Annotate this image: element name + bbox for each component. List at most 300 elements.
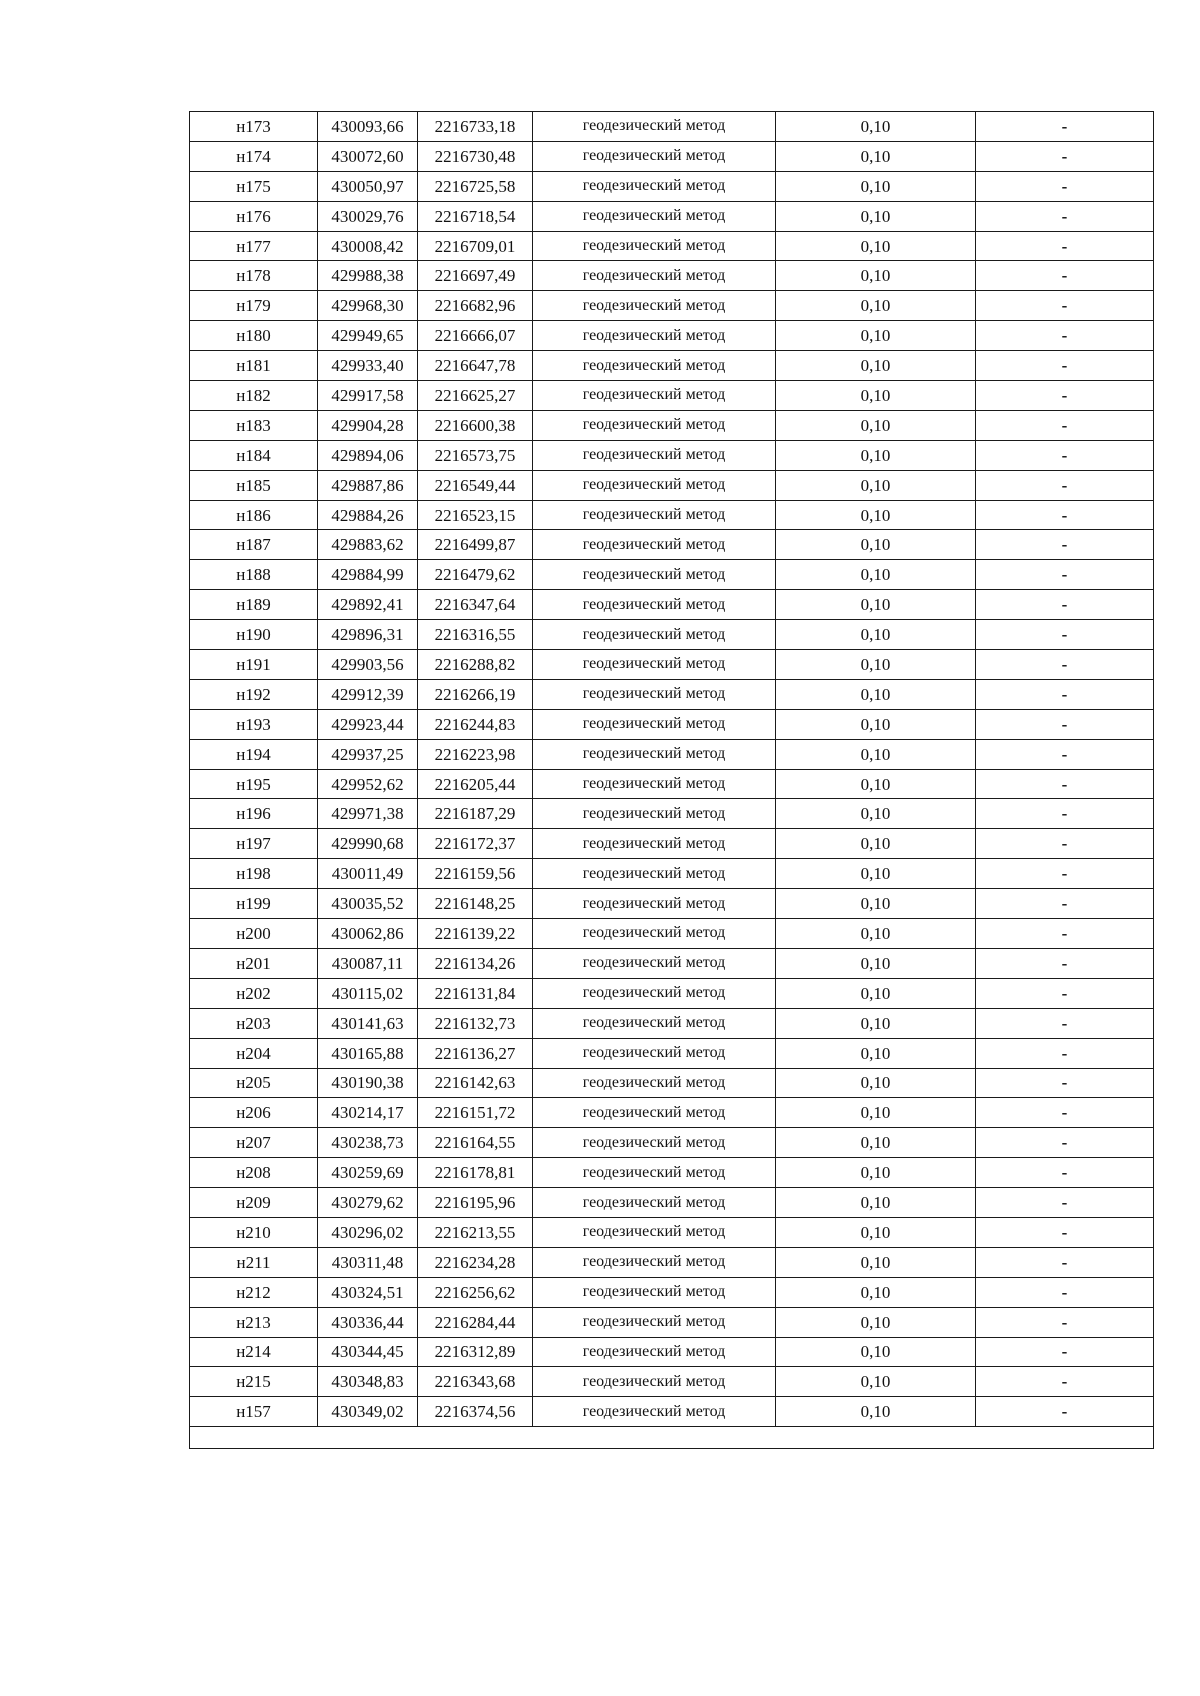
y-coordinate-cell: 2216178,81 [418,1158,533,1188]
table-row [190,919,1154,949]
empty-cell [190,1427,1154,1449]
x-coordinate-cell: 429971,38 [318,799,418,829]
note-cell: - [976,799,1154,829]
accuracy-cell: 0,10 [776,560,976,590]
method-cell: геодезический метод [533,261,776,291]
accuracy-cell: 0,10 [776,1068,976,1098]
y-coordinate-cell: 2216284,44 [418,1307,533,1337]
accuracy-cell: 0,10 [776,410,976,440]
x-coordinate-cell: 430115,02 [318,978,418,1008]
table-row [190,231,1154,261]
y-coordinate-cell: 2216134,26 [418,948,533,978]
point-number-cell: н214 [190,1337,318,1367]
table-row [190,709,1154,739]
y-coordinate-cell: 2216647,78 [418,351,533,381]
y-coordinate-cell: 2216718,54 [418,201,533,231]
y-coordinate-cell: 2216256,62 [418,1277,533,1307]
note-cell: - [976,351,1154,381]
point-number-cell: н178 [190,261,318,291]
table-row [190,560,1154,590]
table-row [190,1098,1154,1128]
method-cell: геодезический метод [533,410,776,440]
accuracy-cell: 0,10 [776,470,976,500]
note-cell: - [976,978,1154,1008]
table-row [190,440,1154,470]
y-coordinate-cell: 2216479,62 [418,560,533,590]
point-number-cell: н184 [190,440,318,470]
x-coordinate-cell: 429912,39 [318,679,418,709]
accuracy-cell: 0,10 [776,679,976,709]
point-number-cell: н210 [190,1217,318,1247]
table-row [190,321,1154,351]
method-cell: геодезический метод [533,291,776,321]
y-coordinate-cell: 2216374,56 [418,1397,533,1427]
method-cell: геодезический метод [533,231,776,261]
point-number-cell: н186 [190,500,318,530]
method-cell: геодезический метод [533,1008,776,1038]
point-number-cell: н206 [190,1098,318,1128]
x-coordinate-cell: 430238,73 [318,1128,418,1158]
note-cell: - [976,440,1154,470]
table-row [190,410,1154,440]
point-number-cell: н180 [190,321,318,351]
table-row [190,1337,1154,1367]
table-row [190,530,1154,560]
y-coordinate-cell: 2216234,28 [418,1247,533,1277]
accuracy-cell: 0,10 [776,500,976,530]
y-coordinate-cell: 2216213,55 [418,1217,533,1247]
point-number-cell: н212 [190,1277,318,1307]
note-cell: - [976,141,1154,171]
method-cell: геодезический метод [533,948,776,978]
point-number-cell: н199 [190,889,318,919]
method-cell: геодезический метод [533,1128,776,1158]
accuracy-cell: 0,10 [776,1397,976,1427]
point-number-cell: н208 [190,1158,318,1188]
accuracy-cell: 0,10 [776,1247,976,1277]
method-cell: геодезический метод [533,650,776,680]
y-coordinate-cell: 2216682,96 [418,291,533,321]
y-coordinate-cell: 2216549,44 [418,470,533,500]
point-number-cell: н203 [190,1008,318,1038]
accuracy-cell: 0,10 [776,948,976,978]
y-coordinate-cell: 2216139,22 [418,919,533,949]
note-cell: - [976,1188,1154,1218]
y-coordinate-cell: 2216266,19 [418,679,533,709]
y-coordinate-cell: 2216343,68 [418,1367,533,1397]
y-coordinate-cell: 2216347,64 [418,590,533,620]
accuracy-cell: 0,10 [776,799,976,829]
method-cell: геодезический метод [533,1098,776,1128]
note-cell: - [976,709,1154,739]
x-coordinate-cell: 429904,28 [318,410,418,440]
note-cell: - [976,679,1154,709]
table-row [190,1068,1154,1098]
x-coordinate-cell: 430029,76 [318,201,418,231]
y-coordinate-cell: 2216316,55 [418,620,533,650]
y-coordinate-cell: 2216205,44 [418,769,533,799]
x-coordinate-cell: 430165,88 [318,1038,418,1068]
accuracy-cell: 0,10 [776,650,976,680]
accuracy-cell: 0,10 [776,291,976,321]
accuracy-cell: 0,10 [776,978,976,1008]
method-cell: геодезический метод [533,978,776,1008]
x-coordinate-cell: 430311,48 [318,1247,418,1277]
point-number-cell: н176 [190,201,318,231]
method-cell: геодезический метод [533,381,776,411]
method-cell: геодезический метод [533,1397,776,1427]
table-row [190,1217,1154,1247]
x-coordinate-cell: 429883,62 [318,530,418,560]
point-number-cell: н195 [190,769,318,799]
y-coordinate-cell: 2216244,83 [418,709,533,739]
table-row [190,739,1154,769]
y-coordinate-cell: 2216223,98 [418,739,533,769]
method-cell: геодезический метод [533,321,776,351]
y-coordinate-cell: 2216164,55 [418,1128,533,1158]
x-coordinate-cell: 429892,41 [318,590,418,620]
method-cell: геодезический метод [533,1188,776,1218]
table-row [190,829,1154,859]
table-row [190,948,1154,978]
table-row [190,590,1154,620]
point-number-cell: н202 [190,978,318,1008]
accuracy-cell: 0,10 [776,351,976,381]
point-number-cell: н200 [190,919,318,949]
accuracy-cell: 0,10 [776,620,976,650]
x-coordinate-cell: 430035,52 [318,889,418,919]
point-number-cell: н198 [190,859,318,889]
method-cell: геодезический метод [533,112,776,142]
x-coordinate-cell: 430336,44 [318,1307,418,1337]
note-cell: - [976,470,1154,500]
y-coordinate-cell: 2216187,29 [418,799,533,829]
accuracy-cell: 0,10 [776,321,976,351]
accuracy-cell: 0,10 [776,709,976,739]
y-coordinate-cell: 2216600,38 [418,410,533,440]
accuracy-cell: 0,10 [776,1367,976,1397]
accuracy-cell: 0,10 [776,1098,976,1128]
table-row [190,889,1154,919]
accuracy-cell: 0,10 [776,201,976,231]
method-cell: геодезический метод [533,919,776,949]
note-cell: - [976,1038,1154,1068]
table-row [190,1247,1154,1277]
x-coordinate-cell: 430349,02 [318,1397,418,1427]
accuracy-cell: 0,10 [776,919,976,949]
method-cell: геодезический метод [533,440,776,470]
x-coordinate-cell: 430050,97 [318,171,418,201]
table-row [190,679,1154,709]
table-row [190,470,1154,500]
method-cell: геодезический метод [533,799,776,829]
note-cell: - [976,171,1154,201]
method-cell: геодезический метод [533,1277,776,1307]
table-row [190,291,1154,321]
x-coordinate-cell: 430072,60 [318,141,418,171]
point-number-cell: н175 [190,171,318,201]
note-cell: - [976,410,1154,440]
method-cell: геодезический метод [533,709,776,739]
x-coordinate-cell: 430093,66 [318,112,418,142]
method-cell: геодезический метод [533,1307,776,1337]
x-coordinate-cell: 429896,31 [318,620,418,650]
method-cell: геодезический метод [533,171,776,201]
point-number-cell: н213 [190,1307,318,1337]
note-cell: - [976,919,1154,949]
method-cell: геодезический метод [533,500,776,530]
table-row [190,978,1154,1008]
point-number-cell: н196 [190,799,318,829]
note-cell: - [976,291,1154,321]
y-coordinate-cell: 2216131,84 [418,978,533,1008]
point-number-cell: н185 [190,470,318,500]
x-coordinate-cell: 429968,30 [318,291,418,321]
accuracy-cell: 0,10 [776,1337,976,1367]
method-cell: геодезический метод [533,1158,776,1188]
method-cell: геодезический метод [533,590,776,620]
note-cell: - [976,530,1154,560]
method-cell: геодезический метод [533,1367,776,1397]
accuracy-cell: 0,10 [776,231,976,261]
x-coordinate-cell: 429884,99 [318,560,418,590]
table-row [190,171,1154,201]
table-row [190,201,1154,231]
table-row [190,351,1154,381]
point-number-cell: н188 [190,560,318,590]
point-number-cell: н204 [190,1038,318,1068]
accuracy-cell: 0,10 [776,889,976,919]
y-coordinate-cell: 2216172,37 [418,829,533,859]
method-cell: геодезический метод [533,739,776,769]
point-number-cell: н209 [190,1188,318,1218]
accuracy-cell: 0,10 [776,1188,976,1218]
method-cell: геодезический метод [533,530,776,560]
table-row [190,1277,1154,1307]
y-coordinate-cell: 2216148,25 [418,889,533,919]
note-cell: - [976,1098,1154,1128]
x-coordinate-cell: 430190,38 [318,1068,418,1098]
y-coordinate-cell: 2216132,73 [418,1008,533,1038]
accuracy-cell: 0,10 [776,1128,976,1158]
accuracy-cell: 0,10 [776,112,976,142]
table-row [190,620,1154,650]
accuracy-cell: 0,10 [776,440,976,470]
x-coordinate-cell: 429990,68 [318,829,418,859]
accuracy-cell: 0,10 [776,1008,976,1038]
table-row [190,1367,1154,1397]
y-coordinate-cell: 2216312,89 [418,1337,533,1367]
note-cell: - [976,620,1154,650]
y-coordinate-cell: 2216195,96 [418,1188,533,1218]
method-cell: геодезический метод [533,470,776,500]
x-coordinate-cell: 430011,49 [318,859,418,889]
note-cell: - [976,889,1154,919]
method-cell: геодезический метод [533,201,776,231]
point-number-cell: н193 [190,709,318,739]
note-cell: - [976,1068,1154,1098]
y-coordinate-cell: 2216666,07 [418,321,533,351]
method-cell: геодезический метод [533,889,776,919]
table-row [190,1158,1154,1188]
x-coordinate-cell: 429894,06 [318,440,418,470]
accuracy-cell: 0,10 [776,1038,976,1068]
accuracy-cell: 0,10 [776,769,976,799]
method-cell: геодезический метод [533,560,776,590]
method-cell: геодезический метод [533,620,776,650]
method-cell: геодезический метод [533,1038,776,1068]
point-number-cell: н181 [190,351,318,381]
y-coordinate-cell: 2216725,58 [418,171,533,201]
table-row [190,1188,1154,1218]
y-coordinate-cell: 2216523,15 [418,500,533,530]
table-body [190,112,1154,1449]
y-coordinate-cell: 2216159,56 [418,859,533,889]
accuracy-cell: 0,10 [776,829,976,859]
note-cell: - [976,560,1154,590]
point-number-cell: н174 [190,141,318,171]
note-cell: - [976,1337,1154,1367]
x-coordinate-cell: 429988,38 [318,261,418,291]
x-coordinate-cell: 430141,63 [318,1008,418,1038]
y-coordinate-cell: 2216709,01 [418,231,533,261]
y-coordinate-cell: 2216142,63 [418,1068,533,1098]
boundary-points-table [189,111,1154,1449]
x-coordinate-cell: 429903,56 [318,650,418,680]
accuracy-cell: 0,10 [776,1217,976,1247]
point-number-cell: н157 [190,1397,318,1427]
note-cell: - [976,261,1154,291]
note-cell: - [976,769,1154,799]
note-cell: - [976,859,1154,889]
point-number-cell: н177 [190,231,318,261]
note-cell: - [976,1217,1154,1247]
x-coordinate-cell: 430296,02 [318,1217,418,1247]
y-coordinate-cell: 2216151,72 [418,1098,533,1128]
point-number-cell: н207 [190,1128,318,1158]
point-number-cell: н215 [190,1367,318,1397]
note-cell: - [976,948,1154,978]
point-number-cell: н197 [190,829,318,859]
note-cell: - [976,231,1154,261]
x-coordinate-cell: 430259,69 [318,1158,418,1188]
accuracy-cell: 0,10 [776,381,976,411]
table-row [190,1038,1154,1068]
y-coordinate-cell: 2216697,49 [418,261,533,291]
x-coordinate-cell: 429952,62 [318,769,418,799]
table-row [190,1128,1154,1158]
note-cell: - [976,650,1154,680]
table-row [190,141,1154,171]
note-cell: - [976,381,1154,411]
method-cell: геодезический метод [533,1217,776,1247]
point-number-cell: н192 [190,679,318,709]
point-number-cell: н201 [190,948,318,978]
point-number-cell: н179 [190,291,318,321]
method-cell: геодезический метод [533,1337,776,1367]
note-cell: - [976,1008,1154,1038]
point-number-cell: н189 [190,590,318,620]
x-coordinate-cell: 429884,26 [318,500,418,530]
point-number-cell: н182 [190,381,318,411]
accuracy-cell: 0,10 [776,1277,976,1307]
note-cell: - [976,321,1154,351]
accuracy-cell: 0,10 [776,530,976,560]
x-coordinate-cell: 430324,51 [318,1277,418,1307]
method-cell: геодезический метод [533,351,776,381]
y-coordinate-cell: 2216733,18 [418,112,533,142]
accuracy-cell: 0,10 [776,141,976,171]
point-number-cell: н194 [190,739,318,769]
method-cell: геодезический метод [533,1068,776,1098]
accuracy-cell: 0,10 [776,590,976,620]
x-coordinate-cell: 430348,83 [318,1367,418,1397]
x-coordinate-cell: 430087,11 [318,948,418,978]
accuracy-cell: 0,10 [776,739,976,769]
y-coordinate-cell: 2216136,27 [418,1038,533,1068]
point-number-cell: н191 [190,650,318,680]
method-cell: геодезический метод [533,1247,776,1277]
method-cell: геодезический метод [533,859,776,889]
note-cell: - [976,1307,1154,1337]
point-number-cell: н187 [190,530,318,560]
table-row [190,261,1154,291]
point-number-cell: н183 [190,410,318,440]
point-number-cell: н173 [190,112,318,142]
note-cell: - [976,590,1154,620]
x-coordinate-cell: 430344,45 [318,1337,418,1367]
point-number-cell: н205 [190,1068,318,1098]
table-row [190,1397,1154,1427]
note-cell: - [976,1397,1154,1427]
accuracy-cell: 0,10 [776,859,976,889]
y-coordinate-cell: 2216573,75 [418,440,533,470]
method-cell: геодезический метод [533,679,776,709]
method-cell: геодезический метод [533,769,776,799]
note-cell: - [976,500,1154,530]
point-number-cell: н190 [190,620,318,650]
note-cell: - [976,1367,1154,1397]
note-cell: - [976,739,1154,769]
table-row [190,1008,1154,1038]
x-coordinate-cell: 429937,25 [318,739,418,769]
x-coordinate-cell: 429933,40 [318,351,418,381]
table-row [190,650,1154,680]
table-row [190,859,1154,889]
method-cell: геодезический метод [533,141,776,171]
table-row [190,769,1154,799]
table-row [190,500,1154,530]
table-empty-row [190,1427,1154,1449]
note-cell: - [976,829,1154,859]
accuracy-cell: 0,10 [776,171,976,201]
x-coordinate-cell: 429923,44 [318,709,418,739]
x-coordinate-cell: 429887,86 [318,470,418,500]
note-cell: - [976,1277,1154,1307]
y-coordinate-cell: 2216288,82 [418,650,533,680]
x-coordinate-cell: 430062,86 [318,919,418,949]
note-cell: - [976,201,1154,231]
accuracy-cell: 0,10 [776,1158,976,1188]
x-coordinate-cell: 430214,17 [318,1098,418,1128]
table-row [190,799,1154,829]
table-row [190,381,1154,411]
y-coordinate-cell: 2216499,87 [418,530,533,560]
note-cell: - [976,112,1154,142]
note-cell: - [976,1128,1154,1158]
method-cell: геодезический метод [533,829,776,859]
y-coordinate-cell: 2216730,48 [418,141,533,171]
